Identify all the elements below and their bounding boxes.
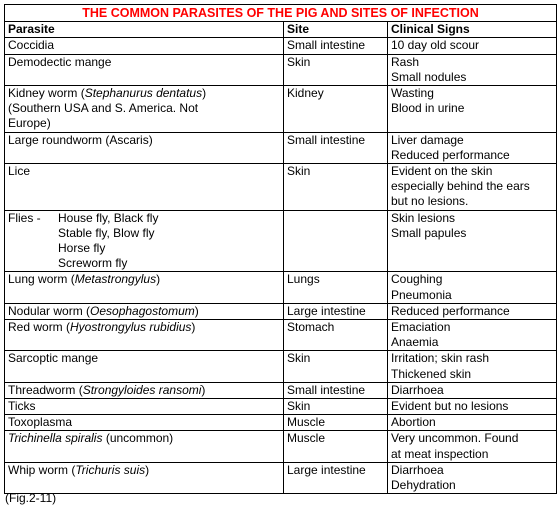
document [4,4,556,494]
table-row [5,86,557,133]
parasite-name: Toxoplasma [8,415,73,430]
parasite-name: Sarcoptic mange [8,351,99,366]
clinical-sign: at meat inspection [391,446,489,461]
clinical-signs-cell [388,382,557,398]
clinical-sign: Evident but no lesions [391,399,509,414]
table-row [5,431,557,462]
parasite-name-part: ) [194,303,199,318]
parasite-name-part: Nodular worm ( [8,303,91,318]
table-row [5,210,557,272]
header-site: Site [284,22,388,38]
clinical-sign: Wasting [391,86,434,101]
site-cell: Skin [284,351,388,382]
parasite-name-part: (uncommon) [102,431,174,446]
parasite-cell [5,320,284,351]
site-cell: Lungs [284,272,388,303]
clinical-signs-cell [388,54,557,85]
scientific-name: Stephanurus dentatus [84,86,203,101]
clinical-sign: especially behind the ears [391,179,530,194]
parasite-name: Ticks [8,399,36,414]
parasite-cell [5,399,284,415]
site-cell: Stomach [284,320,388,351]
parasite-item: Horse fly [58,241,106,256]
table-row [5,54,557,85]
parasite-name-part: ) [156,272,161,287]
parasite-name-part: Kidney worm ( [8,86,85,101]
scientific-name: Metastrongylus [74,272,157,287]
parasite-name-part: ) [202,86,207,101]
clinical-signs-cell [388,132,557,163]
site-cell: Large intestine [284,462,388,493]
parasite-cell [5,132,284,163]
clinical-sign: Small papules [391,225,467,240]
parasite-name-part: Red worm ( [8,320,71,335]
clinical-signs-cell [388,303,557,319]
table-row [5,399,557,415]
parasite-name: Coccidia [8,38,55,53]
scientific-name: Oesophagostomum [90,303,195,318]
parasite-cell [5,38,284,54]
parasite-cell [5,303,284,319]
clinical-sign: Dehydration [391,478,456,493]
parasite-name-part: Whip worm ( [8,462,76,477]
site-cell: Small intestine [284,382,388,398]
parasite-item: Stable fly, Blow fly [58,225,155,240]
parasite-cell [5,431,284,462]
parasite-name [8,431,283,446]
table-row [5,462,557,493]
scientific-name: Hyostrongylus rubidius [70,320,192,335]
parasite-item: House fly, Black fly [58,210,159,225]
header-clinical-signs: Clinical Signs [388,22,557,38]
parasite-name [8,241,283,256]
table-row [5,303,557,319]
clinical-signs-cell [388,399,557,415]
clinical-signs-cell [388,164,557,211]
parasite-cell [5,351,284,382]
clinical-signs-cell [388,431,557,462]
scientific-name: Trichuris suis [75,462,146,477]
figure-caption: (Fig.2-11) [5,491,57,505]
parasite-cell [5,415,284,431]
clinical-sign: Skin lesions [391,210,456,225]
table-row [5,320,557,351]
site-cell: Large intestine [284,303,388,319]
site-cell: Muscle [284,431,388,462]
parasite-cell [5,86,284,133]
clinical-sign: Reduced performance [391,303,510,318]
parasite-name-part: ) [145,462,150,477]
site-cell: Skin [284,399,388,415]
parasite-name [8,304,283,319]
parasite-name [8,226,283,241]
parasite-name [8,320,283,335]
header-parasite: Parasite [5,22,284,38]
clinical-sign: Reduced performance [391,147,510,162]
clinical-sign: Emaciation [391,320,451,335]
site-cell [284,210,388,272]
clinical-sign: but no lesions. [391,194,469,209]
clinical-sign: Pneumonia [391,287,452,302]
parasite-cell [5,164,284,211]
clinical-sign: Small nodules [391,69,467,84]
table-row [5,382,557,398]
site-cell: Muscle [284,415,388,431]
parasite-cell [5,210,284,272]
clinical-signs-cell [388,272,557,303]
parasites-table [4,4,557,494]
parasite-name [8,86,283,101]
clinical-sign: Thickened skin [391,366,472,381]
parasite-item: Screworm fly [58,256,128,271]
parasite-name: Demodectic mange [8,54,112,69]
clinical-sign: Irritation; skin rash [391,351,490,366]
clinical-signs-cell [388,351,557,382]
scientific-name: Strongyloides ransomi [82,382,202,397]
clinical-signs-cell [388,38,557,54]
table-row [5,132,557,163]
table-title: THE COMMON PARASITES OF THE PIG AND SITES OF INFECTION [5,5,557,22]
clinical-sign: Blood in urine [391,101,465,116]
parasite-cell [5,382,284,398]
site-cell: Kidney [284,86,388,133]
parasite-name [8,272,283,287]
table-row [5,351,557,382]
clinical-signs-cell [388,210,557,272]
parasite-note: (Southern USA and S. America. Not [8,101,199,116]
clinical-sign: 10 day old scour [391,38,480,53]
parasite-cell [5,462,284,493]
clinical-sign: Very uncommon. Found [391,431,519,446]
parasite-name-part: ) [191,320,196,335]
parasite-name-part: ) [201,382,206,397]
clinical-sign: Diarrhoea [391,462,444,477]
header-row [5,22,557,38]
clinical-sign: Abortion [391,415,436,430]
scientific-name: Trichinella spiralis [8,431,103,446]
parasite-cell [5,54,284,85]
clinical-signs-cell [388,320,557,351]
clinical-signs-cell [388,86,557,133]
table-row [5,38,557,54]
clinical-sign: Evident on the skin [391,164,493,179]
site-cell: Skin [284,54,388,85]
parasite-name [8,463,283,478]
parasite-cell [5,272,284,303]
parasite-group-label: Flies - [8,210,41,225]
site-cell: Small intestine [284,38,388,54]
parasite-note: Europe) [8,116,51,131]
site-cell: Skin [284,164,388,211]
parasite-name [8,383,283,398]
clinical-sign: Liver damage [391,132,464,147]
table-row [5,164,557,211]
title-row [5,5,557,22]
clinical-sign: Coughing [391,272,443,287]
clinical-sign: Diarrhoea [391,382,444,397]
parasite-name [8,211,283,226]
clinical-signs-cell [388,415,557,431]
clinical-sign: Rash [391,54,420,69]
parasite-name-part: Threadworm ( [8,382,83,397]
parasite-name [8,256,283,271]
table-row [5,415,557,431]
parasite-name: Large roundworm (Ascaris) [8,132,153,147]
clinical-sign: Anaemia [391,335,439,350]
parasite-name-part: Lung worm ( [8,272,75,287]
site-cell: Small intestine [284,132,388,163]
clinical-signs-cell [388,462,557,493]
parasite-name: Lice [8,164,31,179]
table-row [5,272,557,303]
